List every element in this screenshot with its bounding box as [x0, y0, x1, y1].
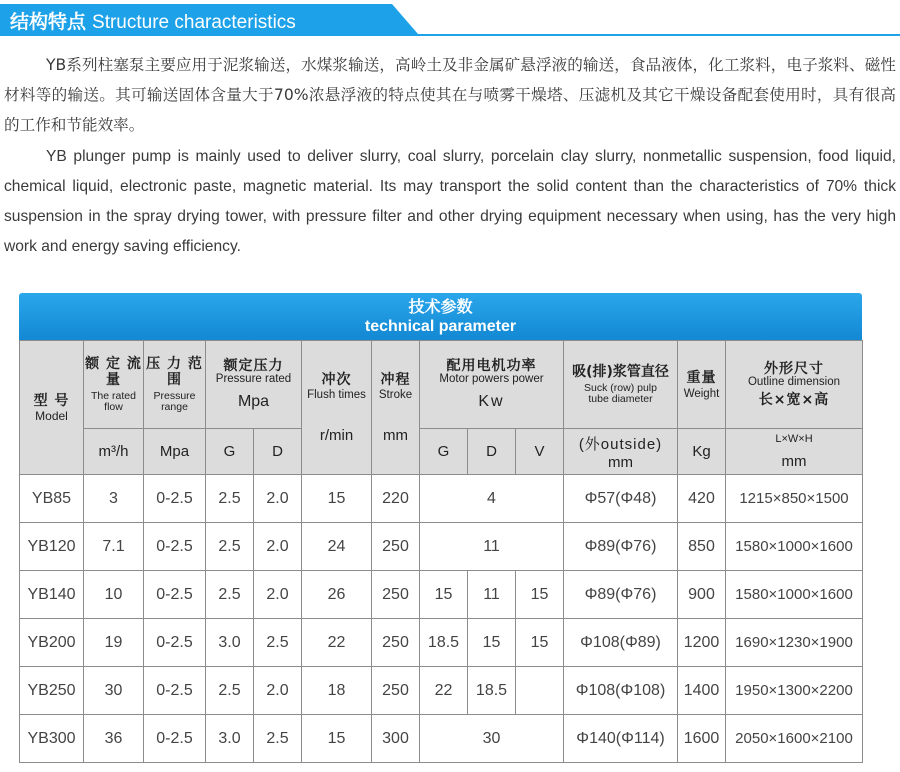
header-pipe-sub: (外outside) mm	[564, 429, 678, 475]
cell-motor-d: 11	[468, 571, 516, 619]
paragraph-english	[4, 142, 896, 262]
header-stroke: 冲程 Stroke mm	[372, 341, 420, 475]
header-rated-pressure: 额定压力 Pressure rated Mpa	[206, 341, 302, 429]
cell-flow: 3	[84, 475, 144, 523]
section-header	[0, 0, 900, 36]
cell-pipe: Φ108(Φ89)	[564, 619, 678, 667]
cell-weight: 1400	[678, 667, 726, 715]
cell-pressure: 0-2.5	[144, 715, 206, 763]
cell-stroke: 250	[372, 571, 420, 619]
cell-motor-d: 15	[468, 619, 516, 667]
section-title	[10, 7, 296, 34]
table-row	[20, 571, 863, 619]
paragraph-chinese	[4, 50, 896, 140]
header-flush: 冲次 Flush times r/min	[302, 341, 372, 475]
header-weight: 重量 Weight	[678, 341, 726, 429]
header-dimension: 外形尺寸 Outline dimension 长×宽×高	[726, 341, 863, 429]
header-pipe: 吸(排)浆管直径 Suck (row) pulp tube diameter	[564, 341, 678, 429]
header-motor-g: G	[420, 429, 468, 475]
cell-motor-v: 15	[516, 619, 564, 667]
cell-pipe: Φ89(Φ76)	[564, 523, 678, 571]
cell-pressure: 0-2.5	[144, 667, 206, 715]
cell-flush: 24	[302, 523, 372, 571]
cell-dimension: 2050×1600×2100	[726, 715, 863, 763]
cell-flow: 19	[84, 619, 144, 667]
header-dimension-sub: L×W×H mm	[726, 429, 863, 475]
section-title-zh: 结构特点	[10, 11, 87, 33]
cell-model: YB250	[20, 667, 84, 715]
cell-rated-g: 3.0	[206, 715, 254, 763]
cell-pipe: Φ89(Φ76)	[564, 571, 678, 619]
cell-model: YB85	[20, 475, 84, 523]
cell-rated-d: 2.5	[254, 715, 302, 763]
cell-pipe: Φ140(Φ114)	[564, 715, 678, 763]
header-rated-d: D	[254, 429, 302, 475]
cell-dimension: 1690×1230×1900	[726, 619, 863, 667]
cell-model: YB300	[20, 715, 84, 763]
cell-stroke: 250	[372, 619, 420, 667]
cell-flush: 18	[302, 667, 372, 715]
cell-weight: 850	[678, 523, 726, 571]
cell-pressure: 0-2.5	[144, 619, 206, 667]
header-rated-g: G	[206, 429, 254, 475]
header-flow-unit: m³/h	[84, 429, 144, 475]
cell-motor: 4	[420, 475, 564, 523]
table-row	[20, 523, 863, 571]
technical-parameter-table	[19, 293, 862, 763]
cell-rated-g: 2.5	[206, 475, 254, 523]
cell-motor-g: 15	[420, 571, 468, 619]
cell-rated-d: 2.0	[254, 523, 302, 571]
cell-motor-d: 18.5	[468, 667, 516, 715]
cell-rated-g: 3.0	[206, 619, 254, 667]
cell-flush: 15	[302, 475, 372, 523]
cell-flush: 26	[302, 571, 372, 619]
cell-motor: 11	[420, 523, 564, 571]
table-title-zh: 技术参数	[408, 297, 473, 316]
cell-rated-d: 2.0	[254, 667, 302, 715]
header-motor: 配用电机功率 Motor powers power Kw	[420, 341, 564, 429]
cell-rated-g: 2.5	[206, 571, 254, 619]
section-title-en: Structure characteristics	[92, 12, 296, 33]
cell-flow: 7.1	[84, 523, 144, 571]
table-title-en: technical parameter	[364, 318, 517, 335]
cell-flow: 36	[84, 715, 144, 763]
cell-motor: 30	[420, 715, 564, 763]
cell-dimension: 1215×850×1500	[726, 475, 863, 523]
cell-weight: 1600	[678, 715, 726, 763]
header-pressure: 压 力 范 围 Pressure range	[144, 341, 206, 429]
cell-flow: 10	[84, 571, 144, 619]
cell-pressure: 0-2.5	[144, 571, 206, 619]
header-motor-v: V	[516, 429, 564, 475]
cell-model: YB120	[20, 523, 84, 571]
table-row	[20, 475, 863, 523]
header-flow: 额 定 流 量 The rated flow	[84, 341, 144, 429]
header-model: 型 号 Model	[20, 341, 84, 475]
cell-flow: 30	[84, 667, 144, 715]
header-pressure-unit: Mpa	[144, 429, 206, 475]
section-header-rule	[0, 34, 900, 36]
cell-weight: 1200	[678, 619, 726, 667]
cell-model: YB140	[20, 571, 84, 619]
cell-dimension: 1580×1000×1600	[726, 523, 863, 571]
header-motor-d: D	[468, 429, 516, 475]
cell-stroke: 250	[372, 523, 420, 571]
cell-pressure: 0-2.5	[144, 523, 206, 571]
table-title	[19, 293, 862, 340]
cell-stroke: 250	[372, 667, 420, 715]
cell-stroke: 300	[372, 715, 420, 763]
cell-pipe: Φ57(Φ48)	[564, 475, 678, 523]
cell-weight: 420	[678, 475, 726, 523]
cell-rated-d: 2.0	[254, 571, 302, 619]
paragraph-english-text: YB plunger pump is mainly used to deliver slurry, coal slurry, porcelain clay slurry, nonmetallic suspension, food liquid, chemical liquid, electronic paste, magnetic material. Its may transport the solid content than the characteristics of 70% thick suspension in the spray drying tower, with pressure filter and other drying equipment necessary when using, has the very high work and energy saving efficiency.	[4, 148, 896, 255]
cell-weight: 900	[678, 571, 726, 619]
cell-rated-d: 2.5	[254, 619, 302, 667]
cell-dimension: 1950×1300×2200	[726, 667, 863, 715]
cell-pipe: Φ108(Φ108)	[564, 667, 678, 715]
paragraph-chinese-text: YB系列柱塞泵主要应用于泥浆输送，水煤浆输送，高岭土及非金属矿悬浮液的输送，食品液体，化工浆料，电子浆料、磁性材料等的输送。其可输送固体含量大于70%浓悬浮液的特点使其在与喷雾干燥塔、压滤机及其它干燥设备配套使用时，具有很高的工作和节能效率。	[4, 56, 896, 134]
parameter-table	[19, 340, 863, 763]
cell-rated-g: 2.5	[206, 523, 254, 571]
cell-motor-g: 22	[420, 667, 468, 715]
cell-rated-g: 2.5	[206, 667, 254, 715]
table-row	[20, 667, 863, 715]
cell-flush: 15	[302, 715, 372, 763]
cell-motor-g: 18.5	[420, 619, 468, 667]
table-row	[20, 715, 863, 763]
cell-stroke: 220	[372, 475, 420, 523]
cell-model: YB200	[20, 619, 84, 667]
cell-pressure: 0-2.5	[144, 475, 206, 523]
cell-motor-v: 15	[516, 571, 564, 619]
cell-rated-d: 2.0	[254, 475, 302, 523]
header-weight-unit: Kg	[678, 429, 726, 475]
cell-flush: 22	[302, 619, 372, 667]
cell-dimension: 1580×1000×1600	[726, 571, 863, 619]
cell-motor-v	[516, 667, 564, 715]
table-row	[20, 619, 863, 667]
